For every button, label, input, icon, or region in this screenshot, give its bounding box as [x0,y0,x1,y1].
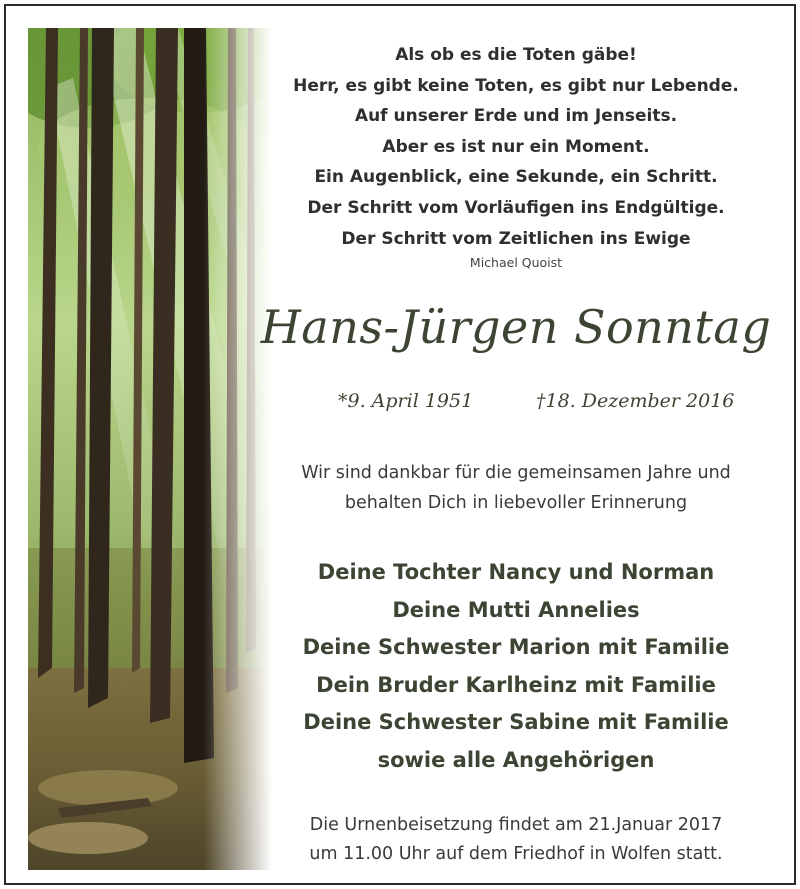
gratitude-line: Wir sind dankbar für die gemeinsamen Jahre und [301,463,731,483]
mourner-entry: Deine Schwester Marion mit Familie [302,635,730,659]
poem-line: Ein Augenblick, eine Sekunde, ein Schritt. [314,167,718,188]
poem-line: Als ob es die Toten gäbe! [395,45,637,65]
mourner-entry: Deine Schwester Sabine mit Familie [303,710,729,734]
poem-line: Der Schritt vom Zeitlichen ins Ewige [341,228,691,249]
obituary-card [4,4,796,885]
mourner-entry: sowie alle Angehörigen [377,747,655,772]
burial-line: um 11.00 Uhr auf dem Friedhof in Wolfen statt. [309,844,723,864]
birth-date: *9. April 1951 [338,390,474,412]
poem-line: Herr, es gibt keine Toten, es gibt nur Lebende. [293,75,739,96]
mourner-entry: Dein Bruder Karlheinz mit Familie [316,672,716,697]
mourners-list [250,554,782,779]
poem-author: Michael Quoist [469,255,563,271]
mourner-entry: Deine Tochter Nancy und Norman [317,560,715,584]
burial-line: Die Urnenbeisetzung findet am 21.Januar 2017 [309,815,723,835]
obituary-text [250,28,782,870]
gratitude-text [250,458,782,518]
forest-sunbeams-image [28,28,272,870]
gratitude-line: behalten Dich in liebevoller Erinnerung [344,493,688,513]
death-date: †18. Dezember 2016 [536,390,735,412]
deceased-name: Hans-Jürgen Sonntag [260,300,772,354]
burial-notice [250,811,782,869]
poem-line: Aber es ist nur ein Moment. [382,136,650,157]
poem-line: Der Schritt vom Vorläufigen ins Endgültige. [307,197,725,218]
mourner-entry: Deine Mutti Annelies [392,597,640,622]
poem [250,40,782,272]
poem-line: Auf unserer Erde und im Jenseits. [354,106,678,127]
